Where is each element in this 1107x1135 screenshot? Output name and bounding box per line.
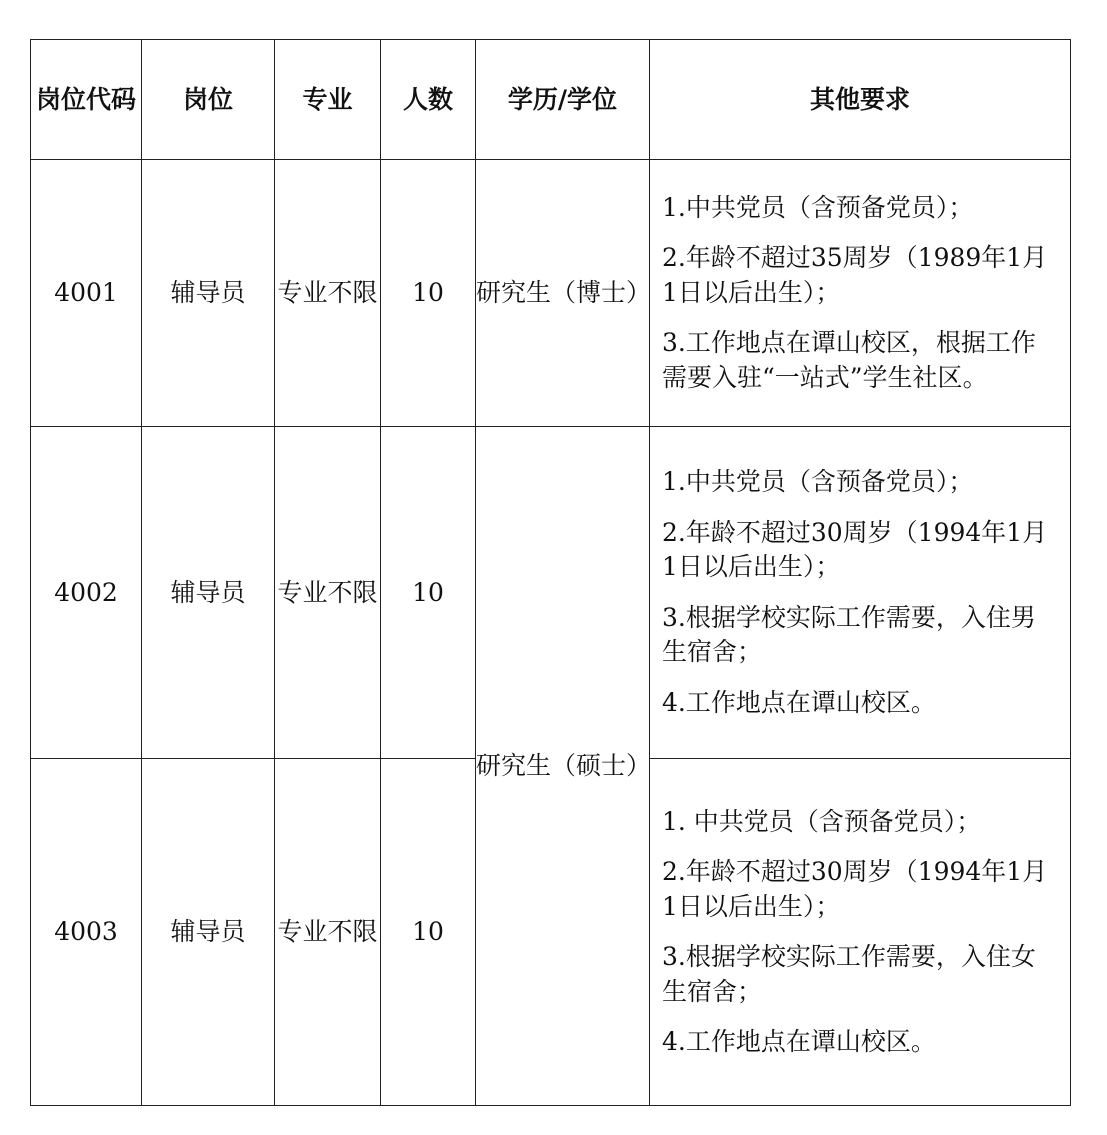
requirement-item: 2.年龄不超过30周岁（1994年1月1日以后出生）；	[662, 517, 1048, 581]
table-row	[31, 160, 1071, 427]
requirement-item: 1. 中共党员（含预备党员）；	[662, 806, 982, 836]
requirement-item: 3.工作地点在谭山校区，根据工作需要入驻“一站式”学生社区。	[662, 328, 1036, 392]
requirement-item: 4.工作地点在谭山校区。	[662, 687, 936, 717]
header-major: 专业	[275, 40, 381, 160]
header-code: 岗位代码	[31, 40, 142, 160]
cell-major: 专业不限	[275, 759, 381, 1106]
requirement-item: 1.中共党员（含预备党员）；	[662, 467, 974, 496]
cell-major: 专业不限	[275, 160, 381, 427]
cell-degree: 研究生（硕士）	[476, 427, 650, 1106]
requirement-item: 4.工作地点在谭山校区。	[662, 1027, 936, 1056]
cell-count: 10	[381, 759, 476, 1106]
cell-requirements	[650, 160, 1071, 427]
header-other-requirements: 其他要求	[650, 40, 1071, 160]
cell-count: 10	[381, 160, 476, 427]
cell-requirements	[650, 427, 1071, 759]
cell-degree: 研究生（博士）	[476, 160, 650, 427]
header-position: 岗位	[142, 40, 275, 160]
cell-code: 4001	[31, 160, 142, 427]
table-header-row	[31, 40, 1071, 160]
header-count: 人数	[381, 40, 476, 160]
cell-requirements	[650, 759, 1071, 1106]
requirement-item: 2.年龄不超过30周岁（1994年1月1日以后出生）；	[662, 857, 1048, 921]
requirement-item: 1.中共党员（含预备党员）；	[662, 192, 974, 222]
cell-position: 辅导员	[142, 427, 275, 759]
cell-major: 专业不限	[275, 427, 381, 759]
requirements-list	[662, 191, 1060, 396]
requirement-item: 2.年龄不超过35周岁（1989年1月1日以后出生）；	[662, 243, 1048, 307]
requirements-list	[662, 805, 1060, 1060]
table-row	[31, 427, 1071, 759]
header-degree: 学历/学位	[476, 40, 650, 160]
cell-code: 4002	[31, 427, 142, 759]
requirements-list	[662, 465, 1060, 720]
cell-position: 辅导员	[142, 160, 275, 427]
cell-count: 10	[381, 427, 476, 759]
job-requirements-table	[30, 39, 1071, 1106]
cell-position: 辅导员	[142, 759, 275, 1106]
cell-code: 4003	[31, 759, 142, 1106]
requirement-item: 3.根据学校实际工作需要，入住女生宿舍；	[662, 942, 1036, 1006]
requirement-item: 3.根据学校实际工作需要，入住男生宿舍；	[662, 602, 1036, 666]
